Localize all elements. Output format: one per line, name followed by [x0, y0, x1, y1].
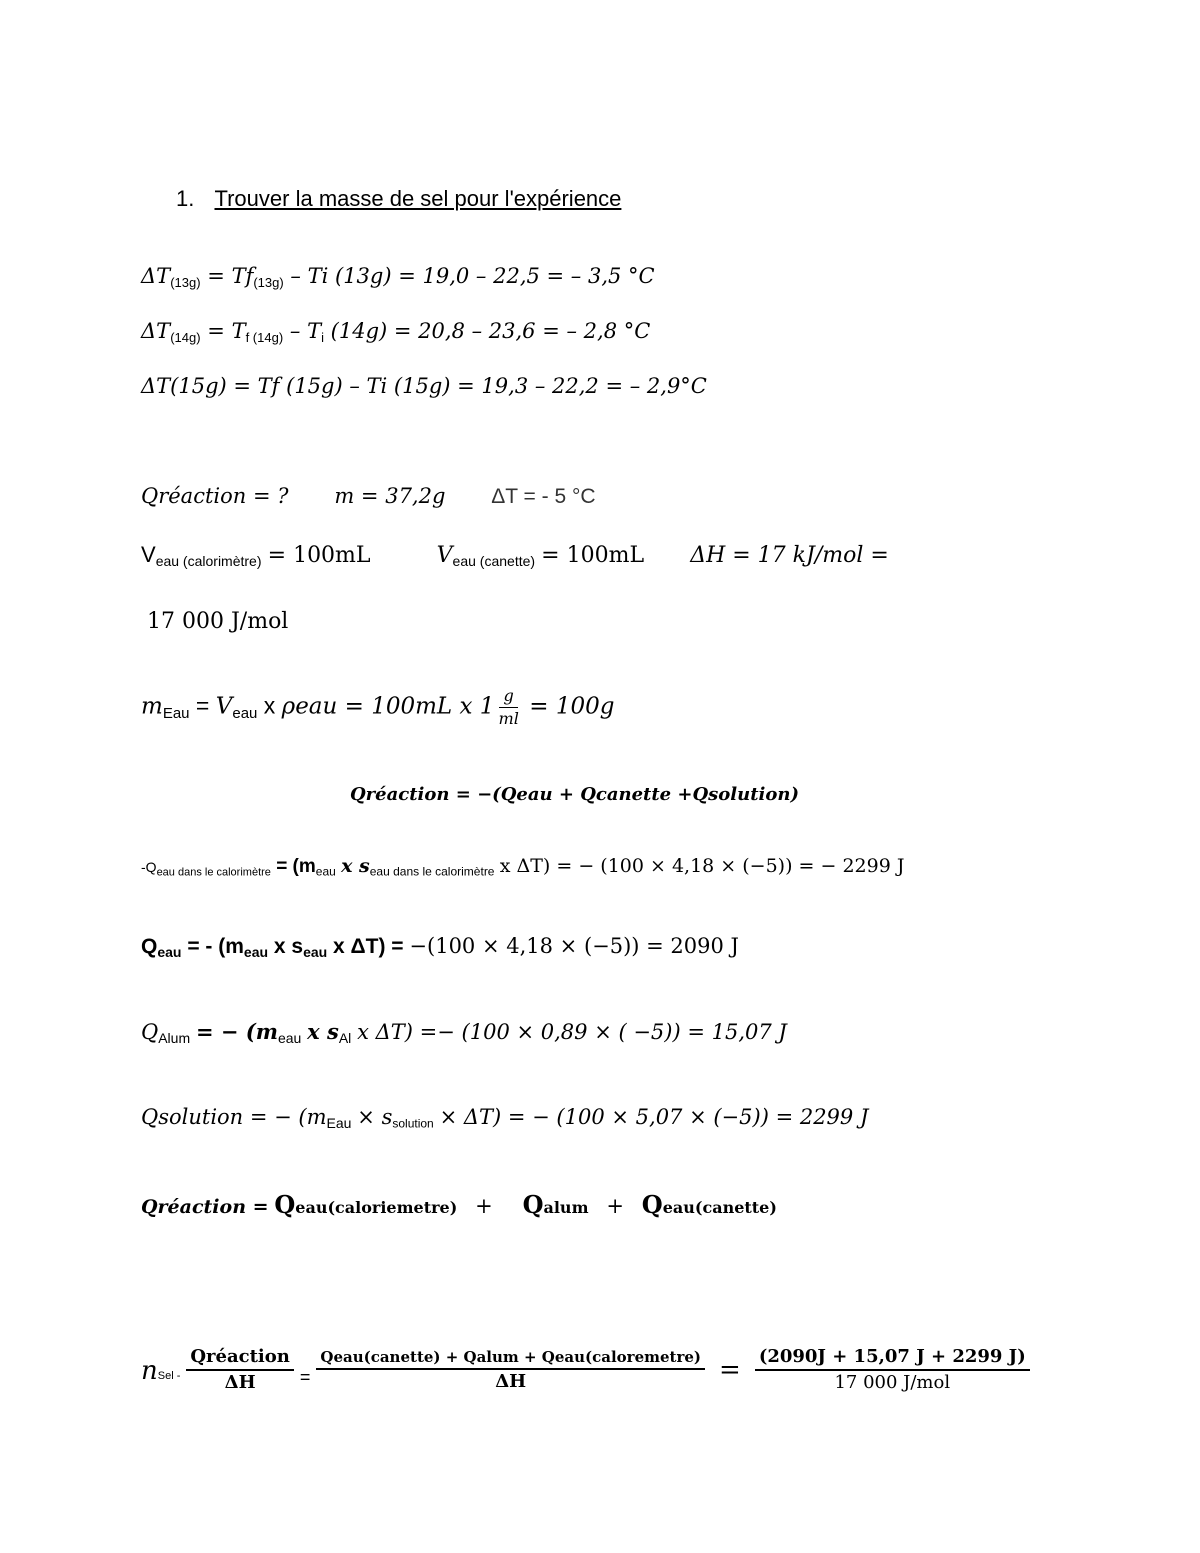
mass-eau-lhs-sub: Eau [162, 705, 190, 723]
fraction-1-numerator: Qréaction [186, 1348, 293, 1371]
q-alum-line [141, 1021, 787, 1045]
heading-number: 1. [176, 186, 195, 211]
mass-sel: m = 37,2g [334, 484, 446, 508]
heading-text: Trouver la masse de sel pour l'expérience [214, 186, 622, 211]
delta-t-13g-line: $\Delta T_{(13g)} = Tf_{(13g)} - Ti$ (13g) = 19,0 – 22,5 = – 3,5 °C [141, 264, 655, 290]
n-sel-line [141, 1348, 1030, 1392]
q-eau-mid: = - (m [187, 935, 244, 958]
fraction-2-denominator: ΔH [495, 1370, 527, 1392]
q-reaction-definition: Qréaction = −(Qeau + Qcanette +Qsolution) [350, 784, 799, 805]
q-alum-m-sub: eau [277, 1030, 302, 1047]
delta-t-14g-tf: T [231, 319, 246, 343]
q-reaction-unknown: Qréaction = ? [141, 484, 289, 508]
delta-t-13g-lhs-sub: (13g) [170, 274, 201, 290]
q-solution-m-sub: Eau [326, 1115, 352, 1132]
mass-eau-v: V [215, 693, 233, 720]
delta-t-14g-lhs-sub: (14g) [170, 329, 201, 345]
q-alum-rest: x ΔT) =− (100 × 0,89 × ( −5)) = 15,07 J [357, 1020, 787, 1044]
q-eau-q: Q [141, 935, 158, 958]
v-cal-value: = 100mL [267, 543, 371, 568]
q-solution-x: × s [357, 1105, 393, 1129]
q-sum-lhs: Qréaction = [141, 1196, 269, 1218]
q-eau-line [141, 936, 739, 959]
q-calorimeter-line [141, 857, 904, 878]
q-sum-q1: Q [274, 1190, 296, 1219]
delta-t-14g-ti-sub: i [321, 329, 324, 345]
n-sel-fraction-3 [755, 1348, 1030, 1392]
q-eau-q-sub: eau [157, 944, 182, 961]
n-sel-eq1: = [299, 1367, 311, 1387]
fraction-2-numerator: Qeau(canette) + Qalum + Qeau(caloremetre) [316, 1350, 705, 1370]
delta-t-13g-tf: Tf [231, 264, 254, 288]
q-alum-q: Q [141, 1020, 159, 1044]
q-cal-x: x s [341, 855, 370, 877]
delta-t-13g-tf-sub: (13g) [253, 274, 284, 290]
q-sum-q3-sub: eau(canette) [662, 1198, 777, 1217]
q-solution-q: Qsolution = − (m [141, 1105, 327, 1129]
delta-t-given: ΔT = - 5 °C [491, 485, 596, 508]
fraction-3-denominator: 17 000 J/mol [834, 1372, 951, 1393]
q-eau-x: x s [273, 935, 304, 958]
delta-t-14g-rest: (14g) = 20,8 – 23,6 = – 2,8 °C [330, 319, 651, 343]
q-solution-rest: × ΔT) = − (100 × 5,07 × (−5)) = 2299 J [439, 1105, 869, 1129]
delta-t-15g-line: ΔT(15g) = Tf (15g) – Ti (15g) = 19,3 – 22,2 = – 2,9°C [141, 374, 707, 398]
n-sel-fraction-1 [186, 1348, 293, 1392]
mass-eau-lhs: m [141, 693, 163, 720]
v-can-label: V [436, 543, 453, 568]
q-cal-rest: x ΔT) = − (100 × 4,18 × (−5)) = − 2299 J [499, 855, 905, 877]
q-sum-q1-sub: eau(caloriemetre) [295, 1198, 458, 1217]
q-cal-s-sub: eau dans le calorimètre [369, 864, 495, 879]
v-can-sub: eau (canette) [452, 553, 536, 570]
q-cal-prefix: -Q [141, 859, 157, 875]
q-alum-s-sub: Al [338, 1030, 352, 1047]
delta-h-kj: ΔH = 17 kJ/mol = [690, 543, 889, 568]
givens-line-1 [141, 486, 596, 507]
mass-eau-result: = 100g [529, 693, 615, 720]
v-can-value: = 100mL [541, 543, 645, 568]
mass-eau-eq: = [195, 692, 210, 719]
q-eau-s-sub: eau [303, 944, 328, 961]
givens-line-2 [141, 544, 889, 568]
n-sel-fraction-2 [316, 1347, 705, 1392]
n-sel-n: n [141, 1355, 158, 1386]
q-solution-line [141, 1107, 868, 1130]
v-cal-label: V [141, 542, 156, 567]
q-sum-plus2: + [606, 1194, 624, 1218]
q-sum-plus1: + [475, 1194, 493, 1218]
mass-eau-x: x [263, 692, 276, 719]
q-eau-m-sub: eau [243, 944, 269, 961]
delta-t-14g-line: $\Delta T_{(14g)} = T_{f (14g)} - T_i$ (14g) = 20,8 – 23,6 = – 2,8 °C [141, 319, 651, 345]
q-alum-x: x s [307, 1019, 339, 1044]
q-eau-rest-b: x ΔT) = [333, 935, 404, 958]
v-cal-sub: eau (calorimètre) [155, 553, 262, 570]
mass-eau-rho: ρeau = 100mL x 1 [281, 693, 495, 720]
mass-eau-v-sub: eau [232, 705, 258, 723]
q-cal-m-sub: eau [315, 864, 336, 879]
q-alum-mid: = − (m [195, 1019, 278, 1044]
delta-t-14g-tf-sub: f (14g) [245, 329, 284, 345]
delta-t-13g-rest: – Ti (13g) = 19,0 – 22,5 = – 3,5 °C [290, 264, 655, 288]
delta-h-j-line: 17 000 J/mol [147, 609, 289, 634]
q-eau-rest: −(100 × 4,18 × (−5)) = 2090 J [409, 934, 739, 958]
fraction-denominator: ml [498, 709, 519, 729]
q-sum-q2-sub: alum [543, 1198, 589, 1217]
q-cal-eq: = (m [276, 856, 316, 877]
mass-eau-line [141, 688, 614, 727]
q-solution-s-sub: solution [392, 1116, 434, 1131]
fraction-3-numerator: (2090J + 15,07 J + 2299 J) [755, 1348, 1030, 1371]
q-sum-q3: Q [641, 1190, 663, 1219]
q-alum-q-sub: Alum [158, 1030, 191, 1047]
fraction-numerator: g [499, 688, 517, 708]
delta-t-14g-lhs: ΔT [141, 319, 171, 343]
n-sel-eq2: = [719, 1355, 741, 1385]
delta-t-13g-lhs: ΔT [141, 264, 171, 288]
section-heading [176, 188, 621, 210]
fraction-1-denominator: ΔH [224, 1372, 256, 1393]
n-sel-n-sub: Sel - [157, 1369, 181, 1382]
delta-t-14g-ti: – T [289, 319, 322, 343]
n-sel-lhs [141, 1357, 180, 1384]
q-cal-prefix-sub: eau dans le calorimètre [156, 866, 271, 879]
q-sum-q2: Q [522, 1190, 544, 1219]
g-per-ml-fraction [494, 688, 522, 727]
q-sum-line [141, 1190, 777, 1219]
